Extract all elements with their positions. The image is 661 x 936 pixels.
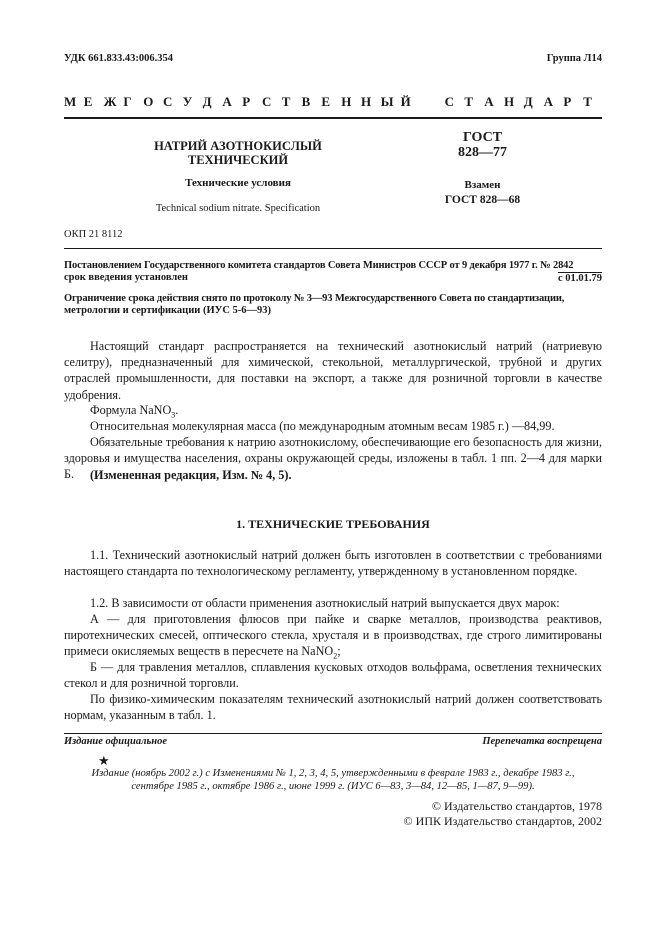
gost-label: ГОСТ: [462, 130, 503, 145]
banner-letter: Ы: [380, 94, 394, 109]
banner-letter: Е: [321, 94, 331, 109]
grade-a-paragraph: [64, 611, 602, 660]
copyright-2002: © ИПК Издательство стандартов, 2002: [403, 814, 602, 828]
limit-line-2: метрологии и сертификации (ИУС 5-6—93): [64, 305, 272, 316]
grade-a-end: ;: [337, 644, 341, 659]
copyright-block: [404, 799, 602, 829]
decree-line: Постановлением Государственного комитета стандартов Совета Министров СССР от 9 декабря 1977 г. № 2842: [64, 260, 574, 271]
grade-b-paragraph: Б — для травления металлов, сплавления кусковых отходов вольфрама, осветления технических стекол и для розничной торговли.: [64, 660, 602, 691]
star-icon: ★: [98, 753, 110, 768]
banner-letter: С: [163, 94, 173, 109]
banner-letter: Й: [400, 94, 411, 109]
banner-letter: С: [444, 94, 454, 109]
udk-code: УДК 661.833.43:006.354: [64, 53, 173, 64]
okp-rule: [64, 248, 602, 249]
okp-code: ОКП 21 8112: [64, 229, 123, 240]
grade-a-subscript: 2: [333, 651, 338, 661]
clause-1-2: 1.2. В зависимости от области применения азотнокислый натрий выпускается двух марок:: [90, 596, 560, 610]
banner-letter: М: [64, 94, 77, 109]
physchem-paragraph: По физико-химическим показателям технический азотнокислый натрий должен соответствовать нормам, указанным в табл. 1.: [64, 692, 602, 723]
banner-letter: Д: [523, 94, 533, 109]
edition-line-1: Издание (ноябрь 2002 г.) с Изменениями № 1, 2, 3, 4, 5, утвержденными в феврале 1983 г., декабре 1983 г.,: [91, 768, 575, 779]
grade-a-text: А — для приготовления флюсов при пайке и сварке металлов, производства реактивов, пиротехнических смесей, оптического стекла, хрусталя и в производствах, где строго лимитированы примеси окисляемых веществ в пересчете на NaNO: [64, 612, 602, 659]
limit-line-1: Ограничение срока действия снято по протоколу № 3—93 Межгосударственного Совета по стандартизации,: [64, 293, 565, 304]
banner-letter: О: [143, 94, 154, 109]
formula-subscript: 3: [171, 410, 176, 420]
requirements-paragraph: Обязательные требования к натрию азотнокислому, обеспечивающие его безопасность для жизни, здоровья и имущества населения, охраны окружающей среды, изложены в табл. 1 пп. 2—4 для марки Б.: [64, 435, 602, 482]
banner-letter: А: [543, 94, 553, 109]
copyright-1978: © Издательство стандартов, 1978: [431, 799, 602, 813]
banner-letter: Т: [583, 94, 592, 109]
standard-banner: [0, 94, 661, 112]
formula-end: .: [175, 403, 179, 417]
intro-paragraph: Настоящий стандарт распространяется на технический азотнокислый натрий (натриевую селитру), предназначенный для химической, стекольной, металлургической, трубной и других отраслей промышленности, для поставки на экспорт, а также для розничной торговли в качестве удобрения.: [64, 339, 602, 402]
formula-text: Формула NaNO: [90, 403, 172, 417]
gost-number: 828—77: [458, 145, 507, 160]
edition-line-2: сентябре 1985 г., октябре 1986 г., июне 1999 г. (ИУС 6—83, 3—84, 12—85, 1—87, 9—99).: [131, 780, 535, 792]
document-title: [130, 139, 346, 167]
banner-letter: Г: [123, 94, 132, 109]
banner-letter: У: [182, 94, 193, 109]
banner-rule: [64, 117, 602, 119]
banner-letter: Т: [281, 94, 291, 109]
replaces-label: Взамен: [464, 179, 501, 191]
effective-date: с 01.01.79: [557, 273, 602, 284]
title-line-2: ТЕХНИЧЕСКИЙ: [187, 153, 289, 167]
section-heading: 1. ТЕХНИЧЕСКИЕ ТРЕБОВАНИЯ: [236, 517, 430, 531]
banner-letter: А: [222, 94, 232, 109]
gost-designation: [430, 130, 535, 160]
banner-letter: Т: [464, 94, 474, 109]
banner-letter: Е: [83, 94, 93, 109]
group-code: Группа Л14: [546, 53, 602, 64]
banner-letter: Н: [361, 94, 372, 109]
clause-1-1: 1.1. Технический азотнокислый натрий должен быть изготовлен в соответствии с требованиями настоящего стандарта по технологическому регламенту, утвержденному в установленном порядке.: [64, 548, 602, 579]
banner-letter: С: [262, 94, 272, 109]
banner-letter: Р: [563, 94, 572, 109]
banner-letter: Р: [242, 94, 251, 109]
banner-letter: Н: [341, 94, 352, 109]
title-line-1: НАТРИЙ АЗОТНОКИСЛЫЙ: [154, 139, 322, 153]
document-subtitle: Технические условия: [185, 177, 291, 189]
formula-line: [64, 402, 602, 418]
molecular-mass: Относительная молекулярная масса (по международным атомным весам 1985 г.) —84,99.: [90, 419, 555, 433]
english-title: Technical sodium nitrate. Specification: [155, 203, 321, 214]
no-reprint-label: Перепечатка воспрещена: [482, 736, 602, 747]
effective-date-label: срок введения установлен: [64, 272, 188, 283]
banner-letter: Д: [202, 94, 212, 109]
banner-letter: Ж: [103, 94, 117, 109]
official-edition-label: Издание официальное: [64, 736, 168, 747]
edition-note: [64, 768, 602, 793]
banner-letter: Н: [504, 94, 515, 109]
footer-rule: [64, 733, 602, 734]
banner-letter: В: [301, 94, 311, 109]
amendment-note: (Измененная редакция, Изм. № 4, 5).: [90, 468, 292, 482]
banner-letter: А: [484, 94, 494, 109]
replaces-number: ГОСТ 828—68: [444, 194, 521, 206]
